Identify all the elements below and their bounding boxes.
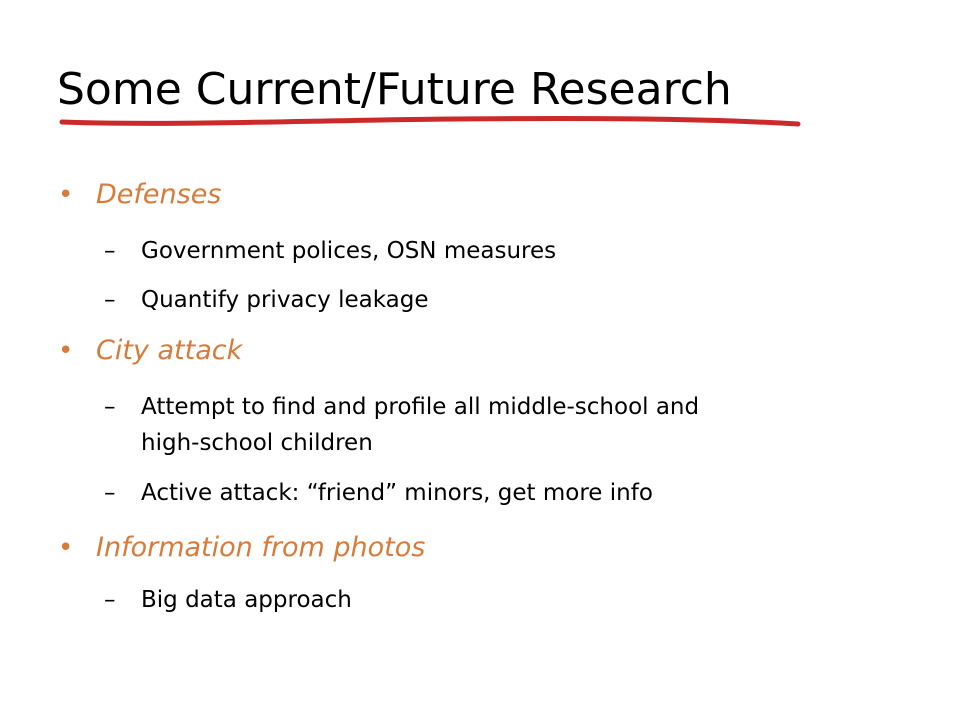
dash-marker: –	[104, 287, 116, 313]
bullet-marker: •	[58, 336, 74, 366]
dash-marker: –	[104, 394, 116, 420]
subitem: Attempt to find and profile all middle-school and	[141, 394, 700, 420]
dash-marker: –	[104, 238, 116, 264]
bullet-marker: •	[58, 180, 74, 210]
bullet-heading-defenses: Defenses	[96, 179, 222, 210]
subitem: Government polices, OSN measures	[141, 238, 557, 264]
slide-title: Some Current/Future Research	[57, 64, 732, 115]
subitem-continuation: high-school children	[141, 430, 373, 456]
subitem: Big data approach	[141, 587, 352, 613]
bullet-heading-information-from-photos: Information from photos	[96, 532, 426, 563]
dash-marker: –	[104, 587, 116, 613]
subitem: Quantify privacy leakage	[141, 287, 429, 313]
subitem: Active attack: “friend” minors, get more info	[141, 480, 653, 506]
bullet-marker: •	[58, 533, 74, 563]
bullet-heading-city-attack: City attack	[96, 335, 243, 366]
dash-marker: –	[104, 480, 116, 506]
